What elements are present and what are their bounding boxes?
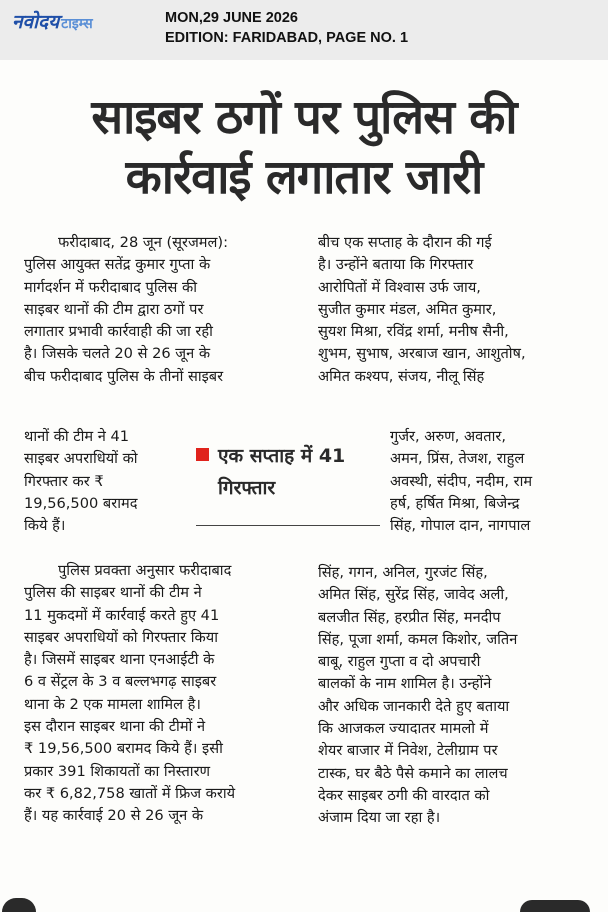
text-line: गुर्जर, अरुण, अवतार,	[390, 428, 506, 445]
text-line: 19,56,500 बरामद	[24, 494, 138, 512]
text-line: लगातार प्रभावी कार्रवाही की जा रही	[24, 323, 213, 341]
text-line: हैं। यह कार्रवाई 20 से 26 जून के	[24, 807, 204, 825]
text-line: बीच फरीदाबाद पुलिस के तीनों साइबर	[24, 367, 224, 385]
text-line: किये हैं।	[24, 517, 66, 535]
headline-line-2: कार्रवाई लगातार जारी	[125, 150, 483, 205]
text-line: गिरफ्तार कर ₹	[24, 472, 104, 490]
text-line: अवस्थी, संदीप, नदीम, राम	[390, 472, 533, 490]
text-line: अमित सिंह, सुरेंद्र सिंह, जावेद अली,	[318, 586, 509, 604]
text-line: बलजीत सिंह, हरप्रीत सिंह, मनदीप	[318, 608, 501, 626]
text-line: कर ₹ 6,82,758 खातों में फ्रिज कराये	[24, 784, 236, 802]
text-line: मार्गदर्शन में फरीदाबाद पुलिस की	[24, 278, 197, 296]
issue-date: MON,29 JUNE 2026	[165, 10, 298, 26]
text-line: पुलिस की साइबर थानों की टीम ने	[24, 584, 202, 602]
text-line: अमन, प्रिंस, तेजश, राहुल	[390, 450, 525, 468]
newspaper-logo	[12, 8, 93, 34]
text-line: 11 मुकदमों में कार्रवाई करते हुए 41	[24, 606, 220, 624]
masthead-bar	[0, 0, 608, 60]
text-line: बालकों के नाम शामिल है। उन्होंने	[318, 675, 492, 693]
text-line: शेयर बाजार में निवेश, टेलीग्राम पर	[318, 742, 498, 760]
text-line: है। जिसके चलते 20 से 26 जून के	[24, 345, 211, 363]
text-line: 6 व सेंट्रल के 3 व बल्लभगढ़ साइबर	[24, 673, 217, 691]
text-line: सुजीत कुमार मंडल, अमित कुमार,	[318, 300, 497, 318]
text-line: और अधिक जानकारी देते हुए बताया	[318, 697, 510, 715]
column-2-narrow	[390, 426, 583, 537]
column-2-top	[318, 232, 583, 388]
text-line: पुलिस प्रवक्ता अनुसार फरीदाबाद	[58, 562, 232, 579]
text-line: साइबर अपराधियों को गिरफ्तार किया	[24, 628, 218, 646]
text-line: फरीदाबाद, 28 जून (सूरजमल):	[58, 234, 229, 251]
text-line: अंजाम दिया जा रहा है।	[318, 809, 441, 827]
logo-main: नवोदय	[12, 11, 60, 33]
pull-quote-line-2: गिरफ्तार	[218, 477, 276, 499]
column-1-bottom	[24, 560, 294, 828]
pull-quote-line-1: एक सप्ताह में 41	[218, 445, 346, 467]
text-line: देकर साइबर ठगी की वारदात को	[318, 786, 490, 804]
text-line: साइबर थानों की टीम द्वारा ठगों पर	[24, 300, 204, 318]
pull-quote-text	[218, 440, 345, 504]
text-line: शुभम, सुभाष, अरबाज खान, आशुतोष,	[318, 345, 526, 363]
text-line: कि आजकल ज्यादातर मामलो में	[318, 720, 489, 738]
column-2-bottom	[318, 562, 583, 830]
column-1-narrow	[24, 426, 186, 537]
text-line: सिंह, गगन, अनिल, गुरजंट सिंह,	[318, 564, 488, 581]
text-line: बीच एक सप्ताह के दौरान की गई	[318, 234, 492, 251]
text-line: सिंह, गोपाल दान, नागपाल	[390, 517, 531, 535]
text-line: साइबर अपराधियों को	[24, 450, 138, 468]
text-line: आरोपितों में विश्वास उर्फ जाय,	[318, 278, 481, 296]
next-article-glyph-fragment	[520, 900, 590, 912]
text-line: हर्ष, हर्षित मिश्रा, बिजेन्द्र	[390, 494, 520, 512]
headline-line-1: साइबर ठगों पर पुलिस की	[91, 90, 517, 145]
text-line: थाना के 2 एक मामला शामिल है।	[24, 695, 201, 713]
text-line: ₹ 19,56,500 बरामद किये हैं। इसी	[24, 740, 223, 758]
text-line: टास्क, घर बैठे पैसे कमाने का लालच	[318, 764, 508, 782]
edition-page: EDITION: FARIDABAD, PAGE NO. 1	[165, 30, 409, 46]
column-1-top	[24, 232, 294, 388]
next-article-glyph-fragment	[2, 898, 36, 912]
text-line: सुयश मिश्रा, रविंद्र शर्मा, मनीष सैनी,	[318, 323, 509, 341]
red-square-bullet-icon	[196, 448, 209, 461]
text-line: पुलिस आयुक्त सतेंद्र कुमार गुप्ता के	[24, 256, 211, 274]
text-line: अमित कश्यप, संजय, नीलू सिंह	[318, 367, 485, 385]
text-line: प्रकार 391 शिकायतों का निस्तारण	[24, 762, 211, 780]
text-line: बाबू, राहुल गुप्ता व दो अपचारी	[318, 653, 481, 671]
text-line: सिंह, पूजा शर्मा, कमल किशोर, जतिन	[318, 630, 518, 648]
text-line: थानों की टीम ने 41	[24, 428, 130, 445]
article-headline	[0, 88, 608, 208]
edition-info	[165, 8, 408, 48]
text-line: इस दौरान साइबर थाना की टीमों ने	[24, 718, 206, 736]
text-line: है। जिसमें साइबर थाना एनआईटी के	[24, 651, 215, 669]
logo-sub: टाइम्स	[61, 16, 93, 32]
text-line: है। उन्होंने बताया कि गिरफ्तार	[318, 256, 474, 274]
pull-quote-rule	[196, 525, 380, 526]
